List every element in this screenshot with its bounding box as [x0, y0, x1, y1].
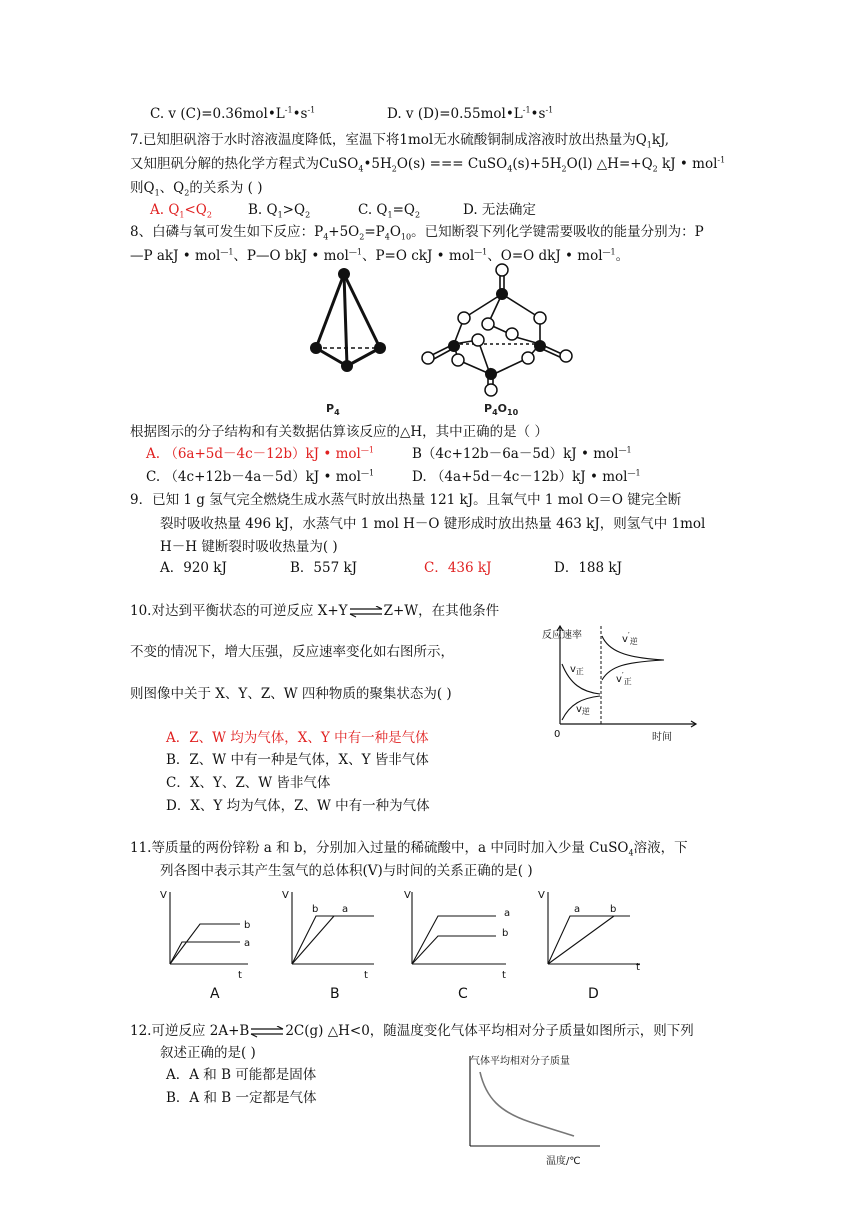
graph-d-t-label: t	[636, 962, 640, 973]
v-reverse-prime-label: $v'_逆$	[622, 631, 638, 646]
graph-c-t-label: t	[502, 970, 506, 981]
graph-d	[536, 886, 646, 1000]
q12-line2: 叙述正确的是( )	[160, 1045, 256, 1061]
graph-d-label-1: a	[574, 904, 581, 915]
molar-mass-y-axis-label: 气体平均相对分子质量	[470, 1056, 570, 1067]
q8-option-d: D. （4a+5d－4c－12b）kJ • mol$^{—1}$	[412, 468, 641, 485]
q12-option-b: B．A 和 B 一定都是气体	[166, 1090, 317, 1106]
p4o10-molecule	[430, 268, 562, 386]
equilibrium-arrow-icon	[348, 606, 384, 618]
rate-origin-label: 0	[554, 729, 561, 740]
graph-a-caption: A	[210, 986, 220, 1000]
q6-option-d: D. v $(D)=0.55mol•L^{-1}•s^{-1}$	[387, 105, 554, 122]
q9-option-b: B．557 kJ	[290, 560, 358, 576]
q7-option-a: A. $Q_1<Q_2$	[150, 202, 212, 220]
graph-d-label-2: b	[610, 904, 617, 915]
graph-a	[156, 886, 256, 1000]
graph-c-caption: C	[458, 986, 468, 1000]
p4-label: $P_4$	[326, 402, 340, 417]
graph-d-caption: D	[588, 986, 599, 1000]
graph-c-v-label: V	[404, 890, 411, 901]
graph-b-label-1: b	[312, 904, 319, 915]
q11-line1: 11.等质量的两份锌粉 a 和 b，分别加入过量的稀硫酸中，a 中同时加入少量 CuSO$_4$溶液，下	[130, 840, 688, 858]
q12-option-a: A．A 和 B 可能都是固体	[166, 1067, 317, 1083]
q7-option-d: D. 无法确定	[463, 202, 536, 218]
q8-option-b: B（4c+12b－6a－5d）kJ • mol$^{—1}$	[412, 445, 632, 462]
graph-d-v-label: V	[538, 890, 545, 901]
q10-option-c: C．X、Y、Z、W 皆非气体	[166, 775, 331, 791]
graph-b-v-label: V	[282, 890, 289, 901]
reaction-rate-chart	[536, 620, 706, 744]
rate-y-axis-label: 反应速率	[542, 630, 582, 641]
q8-question: 根据图示的分子结构和有关数据估算该反应的△H，其中正确的是（ ）	[130, 424, 548, 440]
q6-option-c: C. v $(C)=0.36mol•L^{-1}•s^{-1}$	[150, 105, 316, 122]
q10-option-d: D．X、Y 均为气体，Z、W 中有一种为气体	[166, 798, 430, 814]
q8-line1: 8、白磷与氧可发生如下反应：$P_4+5O_2=P_4O_{10}$。已知断裂下列化学键需要吸收的能量分别为：P	[130, 224, 704, 242]
q8-option-a: A. （6a+5d－4c－12b）kJ • mol$^{—1}$	[146, 445, 374, 462]
q8-option-c: C. （4c+12b－4a－5d）kJ • mol$^{—1}$	[146, 468, 375, 485]
graph-a-label-2: a	[244, 938, 251, 949]
q7-line2: 又知胆矾分解的热化学方程式为$CuSO_4•5H_2O(s)$ === $CuSO_4(s)+5H_2O(l)$ $\triangle H=+Q_2$ kJ • mol$^{-1}$	[130, 155, 726, 174]
q10-line3: 则图像中关于 X、Y、Z、W 四种物质的聚集状态为( )	[130, 686, 452, 702]
rate-x-axis-label: 时间	[652, 732, 672, 743]
q8-line2: —P akJ • mol$^{—1}$、P—O bkJ • mol$^{—1}$、P=O ckJ • mol$^{—1}$、O=O dkJ • mol$^{—1}$。	[130, 247, 630, 264]
graph-a-v-label: V	[160, 890, 167, 901]
v-forward-prime-label: $v'_正$	[616, 671, 632, 686]
graph-c	[402, 886, 512, 1000]
q10-option-a: A．Z、W 均为气体，X、Y 中有一种是气体	[166, 730, 429, 746]
q9-line3: H－H 键断裂时吸收热量为( )	[160, 539, 338, 555]
p4-p4o10-structure-figure	[300, 262, 590, 420]
graph-a-label-1: b	[244, 920, 251, 931]
molar-mass-temperature-chart	[460, 1050, 610, 1170]
q9-option-a: A．920 kJ	[160, 560, 227, 576]
q10-line1: 10.对达到平衡状态的可逆反应 X+Y Z+W，在其他条件	[130, 603, 500, 619]
graph-b	[280, 886, 380, 1000]
q12-line1: 12.可逆反应 2A+B 2C(g) △H<0，随温度变化气体平均相对分子质量如图所示，则下列	[130, 1023, 694, 1039]
graph-b-caption: B	[330, 986, 340, 1000]
q9-option-c: C．436 kJ	[424, 560, 492, 576]
q11-line2: 列各图中表示其产生氢气的总体积(V)与时间的关系正确的是( )	[160, 863, 533, 879]
q7-option-b: B. $Q_1>Q_2$	[248, 202, 311, 220]
graph-a-t-label: t	[238, 970, 242, 981]
v-forward-label: $v_正$	[570, 664, 584, 676]
graph-b-label-2: a	[342, 904, 349, 915]
q10-option-b: B．Z、W 中有一种是气体，X、Y 皆非气体	[166, 752, 429, 768]
q10-line2: 不变的情况下，增大压强，反应速率变化如右图所示，	[130, 644, 454, 660]
temperature-x-axis-label: 温度/℃	[546, 1156, 581, 1167]
p4-molecule	[316, 274, 380, 366]
q7-line3: 则$Q_1$、$Q_2$的关系为 ( )	[130, 180, 263, 198]
equilibrium-arrow-icon	[249, 1026, 285, 1038]
q9-line1: 9．已知 1 g 氢气完全燃烧生成水蒸气时放出热量 121 kJ。且氧气中 1 mol O＝O 键完全断	[130, 492, 682, 508]
graph-c-label-1: a	[504, 908, 511, 919]
p4o10-label: $P_4O_{10}$	[484, 402, 519, 417]
graph-c-label-2: b	[502, 928, 509, 939]
v-reverse-label: $v_逆$	[576, 704, 590, 716]
q9-line2: 裂时吸收热量 496 kJ，水蒸气中 1 mol H－O 键形成时放出热量 463 kJ，则氢气中 1mol	[160, 516, 706, 532]
q7-line1: 7.已知胆矾溶于水时溶液温度降低，室温下将1mol无水硫酸铜制成溶液时放出热量为$Q_1kJ$,	[130, 132, 669, 150]
q9-option-d: D．188 kJ	[554, 560, 622, 576]
q7-option-c: C. $Q_1=Q_2$	[358, 202, 421, 220]
graph-b-t-label: t	[364, 970, 368, 981]
